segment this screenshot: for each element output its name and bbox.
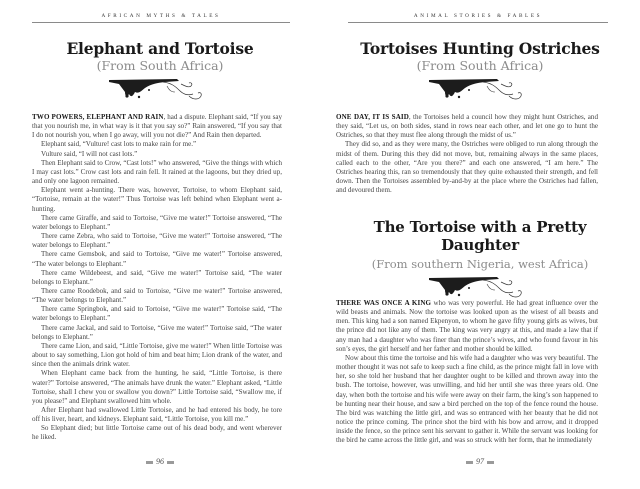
story-title-block (320, 218, 640, 300)
paragraph: There came Roodebok, and said to Tortoise, “Give me water!” Tortoise answered, “The water belongs to Elephant.” (32, 286, 282, 305)
folio-ornament-icon (146, 461, 153, 464)
story-subtitle: (From South Africa) (416, 58, 544, 73)
story-subtitle: (From South Africa) (96, 58, 224, 73)
story-subtitle: (From southern Nigeria, west Africa) (371, 257, 589, 271)
paragraph: Now about this time the tortoise and his wife had a daughter who was very beautiful. The mother thought it was not safe to keep such a fine child, as the prince might fall in love with her, so she told her husband that her daughter ought to be killed and thrown away into the bush. The tortoise, however, was unwilling, and hid her until she was three years old. One day, when both the tortoise and his wife were away on their farm, the king’s son happened to be hunting near their house, and saw a bird perched on the top of the fence round the house. The bird was watching the little girl, and was so entranced with her beauty that he did not notice the prince coming. The prince shot the bird with his bow and arrow, and it dropped inside the fence, so the prince sent his servant to gather it. While the servant was looking for the bird he came across the little girl, and was so struck with her form, that he immediately (336, 353, 598, 445)
story-title: Tortoises Hunting Ostriches (360, 39, 600, 58)
paragraph: There came Lion, and said, “Little Tortoise, give me water!” When little Tortoise was about to say something, Lion got hold of him and beat him; Lion drank of the water, and since then the animals drink water. (32, 341, 282, 369)
paragraph: There came Springbok, and said to Tortoise, “Give me water!” Tortoise said, “The water belongs to Elephant.” (32, 305, 282, 323)
story-body (32, 113, 282, 443)
paragraph: Elephant said, “Vulture! cast lots to make rain for me.” (41, 140, 197, 149)
story-title: The Tortoise with a Pretty Daughter (373, 218, 587, 254)
story-title-block (0, 40, 320, 102)
lead-in: TWO POWERS, ELEPHANT AND RAIN (32, 113, 164, 121)
lead-in: ONE DAY, IT IS SAID (336, 113, 409, 121)
story-body (336, 299, 598, 455)
paragraph: THERE WAS ONCE A KING who was very powerful. He had great influence over the wild beasts and animals. Now the tortoise was looked upon as the wisest of all beasts and men. This king had a son named Ekpenyon, to whom he gave fifty young girls as wives, but the prince did not like any of them. The king was very angry at this, and made a law that if any man had a daughter who was finer than the prince’s wives, and who found favour in his son’s eyes, the girl herself and her father and mother should be killed. (336, 299, 598, 353)
running-head: ANIMAL STORIES & FABLES (348, 13, 608, 23)
story-title: Elephant and Tortoise (66, 39, 254, 58)
paragraph: There came Jackal, and said to Tortoise, “Give me water!” Tortoise said, “The water belongs to Elephant.” (32, 323, 282, 341)
paragraph: When Elephant came back from the hunting, he said, “Little Tortoise, is there water?” Tortoise answered, “The animals have drunk the water.” Elephant asked, “Little Tortoise, shall I chew you or swallow you down?” Little Tortoise said, “Swallow me, if you please!” and Elephant swallowed him whole. (32, 369, 282, 405)
flourish-ornament-icon (425, 76, 535, 102)
paragraph: Then Elephant said to Crow, “Cast lots!” who answered, “Give the things with which I may cast lots.” Crow cast lots and rain fell. It rained at the lagoons, but they dried up, and only one lagoon remained. (32, 158, 282, 186)
paragraph: There came Giraffe, and said to Tortoise, “Give me water!” Tortoise answered, “The water belongs to Elephant.” (32, 213, 282, 231)
paragraph: TWO POWERS, ELEPHANT AND RAIN, had a dispute. Elephant said, “If you say that you nourish me, in what way is it that you say so?” Rain answered, “If you say that I do not nourish you, when I go away, will you not die?” And Rain then departed. (32, 113, 282, 140)
story-title-block (320, 40, 640, 102)
paragraph: Vulture said, “I will not cast lots.” (41, 149, 138, 158)
right-page (320, 0, 640, 489)
lead-in: THERE WAS ONCE A KING (336, 299, 432, 307)
page-number: 96 (0, 457, 320, 466)
paragraph: So Elephant died; but little Tortoise came out of his dead body, and went wherever he liked. (32, 424, 282, 442)
flourish-ornament-icon (425, 274, 535, 300)
folio-ornament-icon (466, 461, 473, 464)
paragraph: There came Gemsbok, and said to Tortoise, “Give me water!” Tortoise answered, “The water belongs to Elephant.” (32, 250, 282, 268)
paragraph: There came Wildebeest, and said, “Give me water!” Tortoise said, “The water belongs to Elephant.” (32, 268, 282, 286)
running-head: AFRICAN MYTHS & TALES (32, 13, 290, 23)
paragraph: There came Zebra, who said to Tortoise, “Give me water!” Tortoise answered, “The water belongs to Elephant.” (32, 232, 282, 250)
folio-ornament-icon (487, 461, 494, 464)
story-body (336, 113, 598, 195)
folio-ornament-icon (167, 461, 174, 464)
paragraph: Elephant went a-hunting. There was, however, Tortoise, to whom Elephant said, “Tortoise, remain at the water!” Thus Tortoise was left behind when Elephant went a-hunting. (32, 186, 282, 213)
page-number: 97 (320, 457, 640, 466)
paragraph: They did so, and as they were many, the Ostriches were obliged to run along through the midst of them. During this they did not move, but, remaining always in the same places, called each to the other, “Are you there?” and each one answered, “I am here.” The Ostriches hearing this, ran so tremendously that they quite exhausted their strength, and fell down. Then the Tortoises assembled by-and-by at the place where the Ostriches had fallen, and devoured them. (336, 140, 598, 195)
paragraph: ONE DAY, IT IS SAID, the Tortoises held a council how they might hunt Ostriches, and they said, “Let us, on both sides, stand in rows near each other, and let one go to hunt the Ostriches, so that they must flee along through the midst of us.” (336, 113, 598, 140)
flourish-ornament-icon (105, 76, 215, 102)
paragraph: After Elephant had swallowed Little Tortoise, and he had entered his body, he tore off his liver, heart, and kidneys. Elephant said, “Little Tortoise, you kill me.” (32, 406, 282, 424)
